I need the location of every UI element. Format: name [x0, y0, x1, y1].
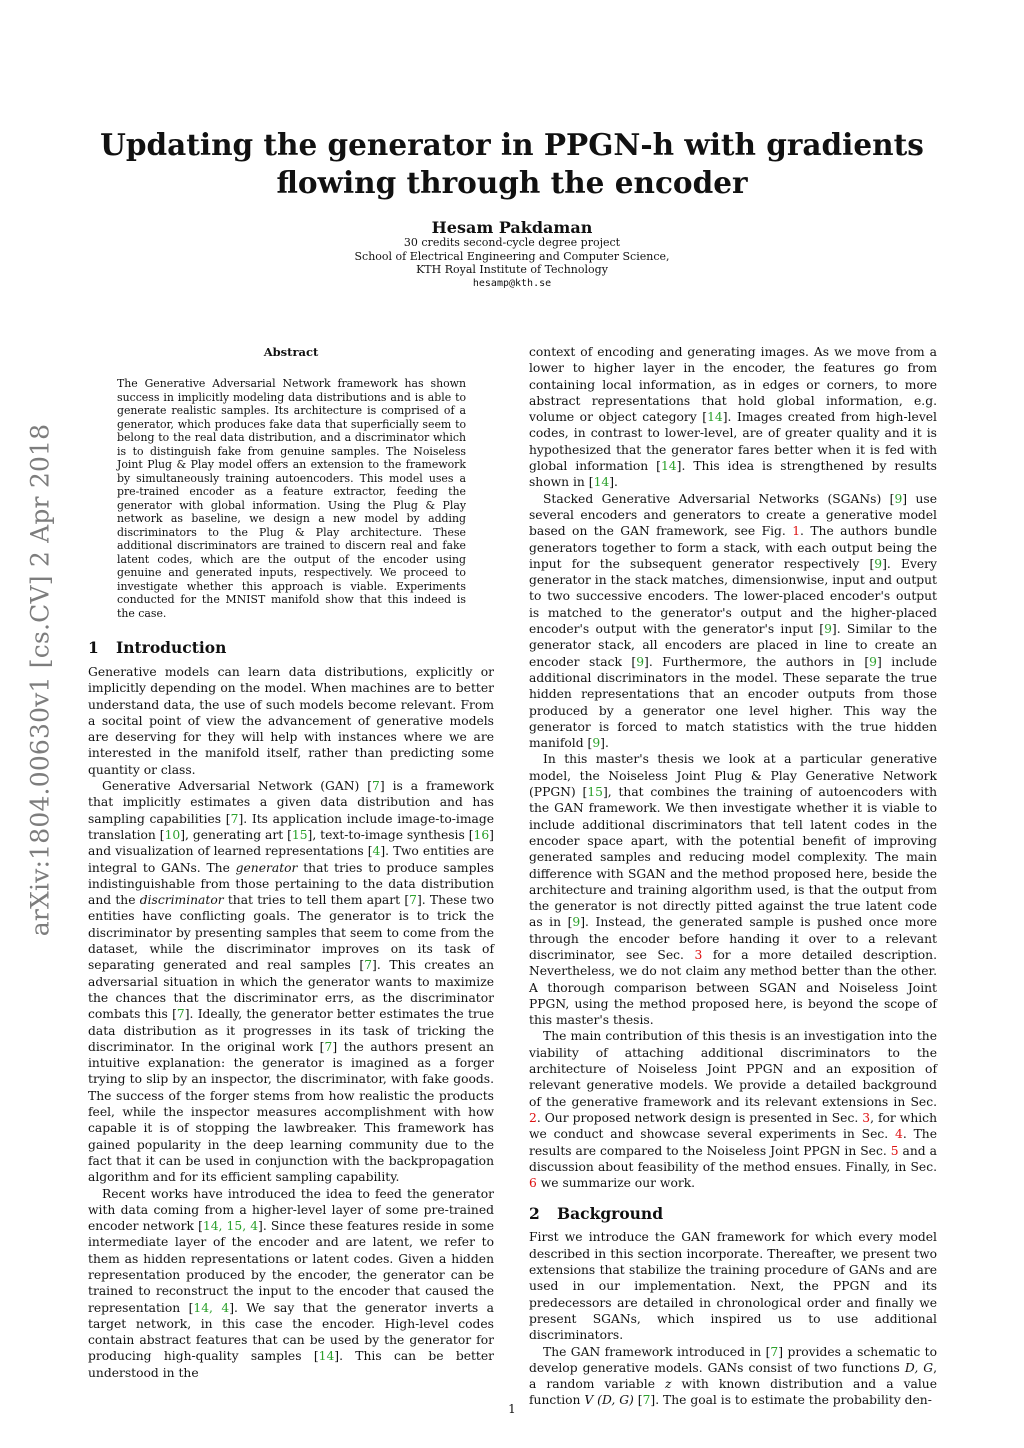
figure-link[interactable]: 1 — [792, 524, 801, 539]
citation-link[interactable]: 7 — [770, 1344, 779, 1359]
citation-link[interactable]: 7 — [409, 893, 417, 908]
author-affiliation — [0, 236, 1024, 290]
arxiv-sidebar — [18, 320, 62, 1040]
citation-link[interactable]: 9 — [874, 556, 883, 571]
citation-link[interactable]: 7 — [372, 779, 380, 794]
section-number: 1 — [88, 638, 99, 657]
citation-link[interactable]: 14, 4 — [193, 1300, 230, 1315]
section-link[interactable]: 2 — [529, 1110, 537, 1125]
citation-link[interactable]: 7 — [230, 811, 239, 826]
section-heading-background — [529, 1203, 937, 1225]
intro-paragraph-2: Generative Adversarial Network (GAN) [7] is a framework that implicitly estimates a given data distribution and has sampling capabilities [7]. Its application include image-to-image translation [10], generating art [15], text-to-image synthesis [16] and visualization of learned representations [4]. Two entities are integral to GANs. The generator that tries to produce samples indistinguishable from those pertaining to the data distribution and the discriminator that tries to tell them apart [7]. These two entities have conflicting goals. The generator is to trick the discriminator by presenting samples that seem to come from the dataset, while the discriminator improves on its task of separating generated and real samples [7]. This creates an adversarial situation in which the generator wants to maximize the chances that the discriminator errs, as the discriminator combats this [7]. Ideally, the generator better estimates the true data distribution as it progresses in its task of tricking the discriminator. In the original work [7] the authors present an intuitive explanation: the generator is imagined as a forger trying to slip by an inspector, the discriminator, with fake goods. The success of the forger stems from how realistic the products feel, while the inspector measures accomplishment with how capable it is of stopping the lawbreaker. This framework has gained popularity in the deep learning community due to the fact that it can be used in conjunction with the backpropagation algorithm and for its efficient sampling capability. — [88, 779, 495, 1185]
intro-paragraph-4: context of encoding and generating images. As we move from a lower to higher layer in the encoder, the features go from containing local information, as in edges or corners, to more abstract representations that hold global information, e.g. volume or object category [14]. Images created from high-level codes, in contrast to lower-level, are of greater quality and it is hypothesized that the generator fares better when it is fed with global information [14]. This idea is strengthened by results shown in [14]. — [529, 345, 937, 490]
title-line-2: flowing through the encoder — [276, 165, 748, 200]
section-link[interactable]: 5 — [890, 1143, 899, 1158]
section-title: Introduction — [116, 638, 227, 657]
citation-link[interactable]: 9 — [894, 491, 903, 506]
intro-paragraph-3: Recent works have introduced the idea to feed the generator with data coming from a higher-level layer of some pre-trained encoder network [14, 15, 4]. Since these features reside in some intermediate layer of the encoder and are latent, we refer to them as hidden representations or latent codes. Given a hidden representation produced by the encoder, the generator can be trained to reconstruct the input to the encoder that caused the representation [14, 4]. We say that the generator inverts a target network, in this case the encoder. High-level codes contain abstract features that can be used by the generator for producing high-quality samples [14]. This can be better understood in the — [88, 1186, 495, 1380]
intro-paragraph-7: The main contribution of this thesis is an investigation into the viability of attaching additional discriminators to the architecture of Noiseless Joint PPGN and an exposition of relevant generative models. We provide a detailed background of the generative framework and its relevant extensions in Sec. 2. Our proposed network design is presented in Sec. 3, for which we conduct and showcase several experiments in Sec. 4. The results are compared to the Noiseless Joint PPGN in Sec. 5 and a discussion about feasibility of the method ensues. Finally, in Sec. 6 we summarize our work. — [529, 1029, 938, 1191]
citation-link[interactable]: 14 — [318, 1349, 335, 1364]
citation-link[interactable]: 9 — [572, 915, 581, 930]
affiliation-line-2: School of Electrical Engineering and Computer Science, — [354, 249, 670, 263]
section-link[interactable]: 6 — [529, 1176, 537, 1191]
citation-link[interactable]: 16 — [473, 827, 490, 842]
background-paragraph-2: The GAN framework introduced in [7] provides a schematic to develop generative models. GANs consist of two functions D, G, a random variable z with known distribution and a value function V (D, G) [7]. The goal is to estimate the probability den- — [529, 1344, 938, 1408]
citation-link[interactable]: 14 — [593, 475, 610, 490]
abstract-body: The Generative Adversarial Network framework has shown success in implicitly modeling data distributions and is able to generate realistic samples. Its architecture is comprised of a generator, which produces fake data that superficially seem to belong to the real data distribution, and a discriminator which is to distinguish fake from genuine samples. The Noiseless Joint Plug & Play model offers an extension to the framework by simultaneously training autoencoders. This model uses a pre-trained encoder as a feature extractor, feeding the generator with global information. Using the Plug & Play network as baseline, we design a new model by adding discriminators to the Plug & Play architecture. These additional discriminators are trained to discern real and fake latent codes, which are the output of the encoder using genuine and generated inputs, respectively. We proceed to investigate whether this approach is viable. Experiments conducted for the MNIST manifold show that this indeed is the case. — [117, 377, 466, 620]
citation-link[interactable]: 9 — [592, 736, 601, 751]
affiliation-line-1: 30 credits second-cycle degree project — [403, 236, 621, 249]
intro-paragraph-5: Stacked Generative Adversarial Networks (SGANs) [9] use several encoders and generators to create a generative model based on the GAN framework, see Fig. 1. The authors bundle generators together to form a stack, with each output being the input for the subsequent generator respectively [9]. Every generator in the stack matches, dimensionwise, input and output to two successive encoders. The lower-placed encoder's output is matched to the generator's output and the higher-placed encoder's output with the generator's input [9]. Similar to the generator stack, all encoders are placed in line to create an encoder stack [9]. Furthermore, the authors in [9] include additional discriminators in the model. These separate the true hidden representations that an encoder outputs from those produced by a generator one level higher. This way the generator is forced to match statistics with the true hidden manifold [9]. — [529, 491, 938, 751]
page-number: 1 — [508, 1402, 516, 1416]
citation-link[interactable]: 7 — [324, 1039, 333, 1054]
abstract-heading: Abstract — [263, 345, 319, 359]
author-name: Hesam Pakdaman — [431, 218, 593, 237]
citation-link[interactable]: 9 — [636, 654, 645, 669]
intro-paragraph-6: In this master's thesis we look at a particular generative model, the Noiseless Joint Plug & Play Generative Network (PPGN) [15], that combines the training of autoencoders with the GAN framework. We then investigate whether it is viable to include additional discriminators that tell latent codes in the encoder space apart, with the potential benefit of improving generated samples and reducing model complexity. The main difference with SGAN and the method proposed here, beside the architecture and training algorithm used, is that the output from the generator is not directly pitted against the true latent code as in [9]. Instead, the generated sample is pushed once more through the encoder before handing it over to a relevant discriminator, see Sec. 3 for a more detailed description. Nevertheless, we do not claim any method better than the other. A thorough comparison between SGAN and Noiseless Joint PPGN, using the method proposed here, is beyond the scope of this master's thesis. — [529, 752, 938, 1028]
citation-link[interactable]: 14, 15, 4 — [202, 1219, 259, 1234]
title-line-1: Updating the generator in PPGN-h with gradients — [100, 127, 924, 162]
left-column — [88, 664, 494, 1381]
section-number: 2 — [529, 1204, 540, 1224]
citation-link[interactable]: 14 — [660, 459, 677, 474]
section-link[interactable]: 4 — [895, 1127, 903, 1142]
background-paragraph-1: First we introduce the GAN framework for which every model described in this section incorporate. Thereafter, we present two extensions that stabilize the training procedure of GANs and are used in our implementation. Next, the PPGN and its predecessors are detailed in chronological order and finally we present SGANs, which inspired us to use additional discriminators. — [529, 1230, 937, 1343]
paper-title — [0, 126, 1024, 202]
citation-link[interactable]: 10 — [164, 827, 181, 842]
citation-link[interactable]: 15 — [587, 785, 603, 800]
citation-link[interactable]: 7 — [642, 1393, 651, 1408]
section-link[interactable]: 3 — [862, 1110, 871, 1125]
author-email[interactable]: hesamp@kth.se — [472, 277, 552, 289]
right-column — [529, 344, 937, 1409]
citation-link[interactable]: 4 — [372, 844, 381, 859]
intro-paragraph-1: Generative models can learn data distributions, explicitly or implicitly depending on the model. When machines are to better understand data, the use of such models become relevant. From a socital point of view the advancement of generative models are deserving for they will help with instances where we are interested in the manifold itself, rather than predicting some quantity or class. — [88, 665, 494, 777]
citation-link[interactable]: 7 — [176, 1007, 185, 1022]
affiliation-line-3: KTH Royal Institute of Technology — [416, 263, 608, 276]
citation-link[interactable]: 15 — [291, 827, 308, 842]
citation-link[interactable]: 9 — [869, 654, 877, 669]
section-heading-introduction — [88, 637, 494, 659]
citation-link[interactable]: 7 — [364, 958, 373, 973]
section-link[interactable]: 3 — [694, 947, 703, 962]
citation-link[interactable]: 9 — [824, 622, 832, 637]
arxiv-identifier: arXiv:1804.00630v1 [cs.CV] 2 Apr 2018 — [25, 423, 55, 937]
citation-link[interactable]: 14 — [707, 410, 723, 425]
section-title: Background — [557, 1204, 664, 1224]
